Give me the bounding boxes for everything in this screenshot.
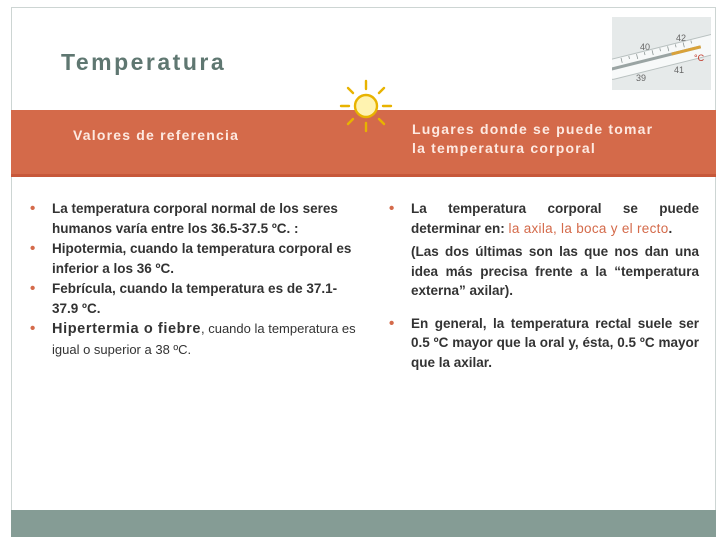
- list-item: [30, 319, 360, 359]
- bullet-icon: •: [389, 314, 395, 332]
- sun-icon: [338, 78, 394, 134]
- header-right-label: [412, 120, 712, 158]
- list-item: [30, 279, 360, 318]
- list-item: [389, 314, 699, 373]
- list-item-text: Febrícula, cuando la temperatura es de 37.1-37.9 ºC.: [52, 281, 338, 316]
- list-item-text: En general, la temperatura rectal suele ser 0.5 ºC mayor que la oral y, ésta, 0.5 ºC mayor que la axilar.: [411, 315, 699, 370]
- thermometer-label: 39: [636, 73, 647, 83]
- list-item: [30, 199, 360, 238]
- thermometer-label: 42: [676, 33, 687, 43]
- list-item-text: Hipotermia, cuando la temperatura corporal es inferior a los 36 ºC.: [52, 241, 352, 276]
- list-item-accent: la axila, la boca y el recto: [508, 220, 669, 236]
- list-item: [389, 199, 699, 238]
- bullet-icon: •: [30, 200, 36, 217]
- bullet-icon: •: [389, 200, 395, 217]
- slide-title: Temperatura: [61, 49, 227, 75]
- thermometer-label: 41: [674, 65, 685, 75]
- thermometer-image: [612, 17, 711, 90]
- list-item-text: La temperatura corporal se puede determinar en:: [411, 201, 699, 236]
- header-left-label: Valores de referencia: [73, 127, 240, 143]
- right-column: [389, 199, 699, 373]
- footer-bar: [11, 510, 716, 537]
- bullet-icon: •: [30, 240, 36, 257]
- thermometer-label: 40: [640, 42, 651, 52]
- bullet-icon: •: [30, 280, 36, 297]
- list-item-strong: Hipertermia o fiebre: [52, 321, 201, 337]
- header-right-line: la temperatura corporal: [412, 140, 596, 156]
- left-column: [30, 199, 360, 360]
- list-item-text: , cuando la temperatura es igual o superior a 38 ºC.: [52, 321, 356, 357]
- bullet-icon: •: [30, 320, 36, 337]
- list-item-text: La temperatura corporal normal de los seres humanos varía entre los 36.5-37.5 ºC. :: [52, 201, 338, 236]
- list-item-subtext: (Las dos últimas son las que nos dan una idea más precisa frente a la “temperatura externa” axilar).: [411, 244, 699, 298]
- list-item-text: .: [668, 220, 673, 236]
- list-item: [30, 239, 360, 278]
- header-right-line: Lugares donde se puede tomar: [412, 121, 654, 137]
- thermometer-label: °C: [694, 53, 705, 63]
- header-divider: [11, 174, 716, 177]
